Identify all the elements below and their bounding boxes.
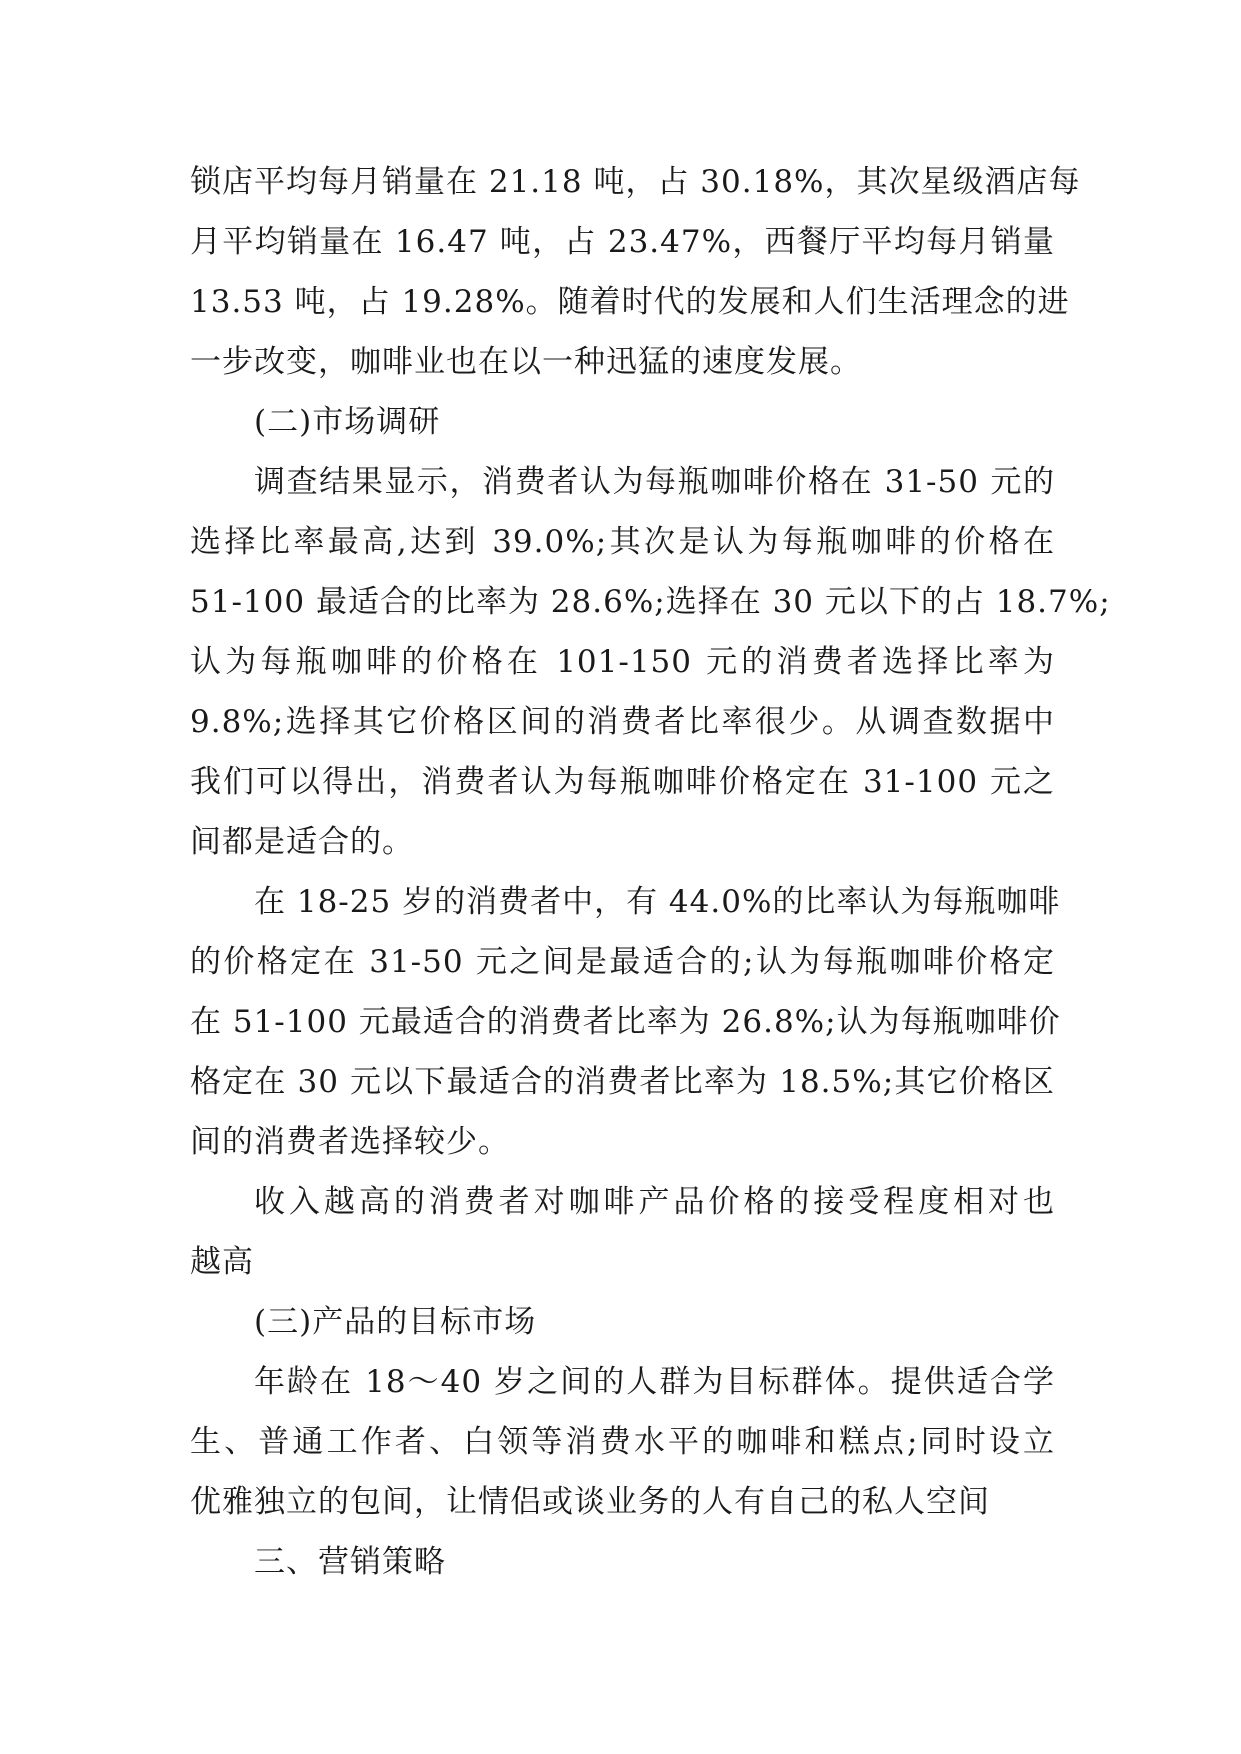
heading-text: 三、营销策略: [254, 1544, 446, 1580]
text-line: 一步改变，咖啡业也在以一种迅猛的速度发展。: [190, 344, 862, 380]
paragraph-survey-results: [190, 452, 1111, 872]
text-line: 在 51-100 元最适合的消费者比率为 26.8%;认为每瓶咖啡价: [190, 1004, 1061, 1040]
heading-text: (三)产品的目标市场: [254, 1304, 537, 1340]
text-line: 的价格定在 31-50 元之间是最适合的;认为每瓶咖啡价格定: [190, 944, 1055, 980]
document-body: [190, 152, 1111, 1592]
paragraph-income: [190, 1172, 1055, 1292]
text-line: 13.53 吨，占 19.28%。随着时代的发展和人们生活理念的进: [190, 284, 1070, 320]
text-line: 调查结果显示，消费者认为每瓶咖啡价格在 31-50 元的: [254, 464, 1055, 500]
text-line: 月平均销量在 16.47 吨，占 23.47%，西餐厅平均每月销量: [190, 224, 1055, 260]
text-line: 收入越高的消费者对咖啡产品价格的接受程度相对也: [254, 1184, 1055, 1220]
text-line: 在 18-25 岁的消费者中，有 44.0%的比率认为每瓶咖啡: [254, 884, 1061, 920]
paragraph-age-group: [190, 872, 1061, 1172]
text-line: 优雅独立的包间，让情侣或谈业务的人有自己的私人空间: [190, 1484, 990, 1520]
text-line: 生、普通工作者、白领等消费水平的咖啡和糕点;同时设立: [190, 1424, 1055, 1460]
text-line: 越高: [190, 1244, 254, 1280]
heading-marketing-strategy: [190, 1532, 1055, 1592]
heading-market-research: [190, 392, 1055, 452]
text-line: 9.8%;选择其它价格区间的消费者比率很少。从调查数据中: [190, 704, 1055, 740]
text-line: 我们可以得出，消费者认为每瓶咖啡价格定在 31-100 元之: [190, 764, 1055, 800]
paragraph-sales-volume: [190, 152, 1081, 392]
text-line: 间的消费者选择较少。: [190, 1124, 510, 1160]
text-line: 间都是适合的。: [190, 824, 414, 860]
heading-text: (二)市场调研: [254, 404, 441, 440]
text-line: 年龄在 18～40 岁之间的人群为目标群体。提供适合学: [254, 1364, 1055, 1400]
text-line: 格定在 30 元以下最适合的消费者比率为 18.5%;其它价格区: [190, 1064, 1055, 1100]
text-line: 认为每瓶咖啡的价格在 101-150 元的消费者选择比率为: [190, 644, 1055, 680]
text-line: 选择比率最高,达到 39.0%;其次是认为每瓶咖啡的价格在: [190, 524, 1055, 560]
text-line: 锁店平均每月销量在 21.18 吨，占 30.18%，其次星级酒店每: [190, 164, 1081, 200]
paragraph-target-group: [190, 1352, 1055, 1532]
text-line: 51-100 最适合的比率为 28.6%;选择在 30 元以下的占 18.7%;: [190, 584, 1111, 620]
heading-target-market: [190, 1292, 1055, 1352]
